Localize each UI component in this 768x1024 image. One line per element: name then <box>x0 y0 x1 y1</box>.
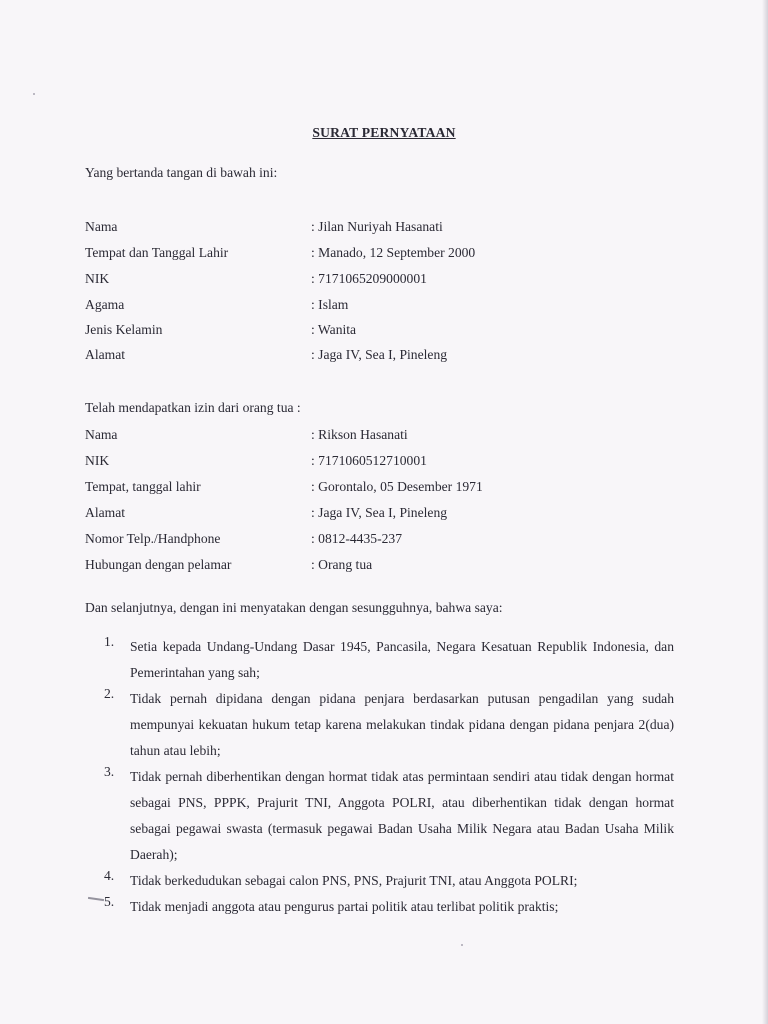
parent-field-birth <box>85 479 685 499</box>
statement-intro-text: Dan selanjutnya, dengan ini menyatakan dengan sesungguhnya, bahwa saya: <box>85 600 503 615</box>
list-text: Tidak pernah diberhentikan dengan hormat tidak atas permintaan sendiri atau tidak dengan hormat sebagai PNS, PPPK, Prajurit TNI, Anggota POLRI, atau diberhentikan tidak dengan hormat sebagai pegawai swasta (termasuk pegawai Badan Usaha Milik Negara atau Badan Usaha Milik Daerah); <box>130 769 674 862</box>
field-value: : Orang tua <box>311 557 373 572</box>
parent-field-relationship <box>85 557 685 577</box>
list-text: Tidak menjadi anggota atau pengurus partai politik atau terlibat politik praktis; <box>130 899 559 914</box>
field-value: : Wanita <box>311 322 357 337</box>
field-value: : Jaga IV, Sea I, Pineleng <box>311 505 448 520</box>
list-text: Tidak pernah dipidana dengan pidana penjara berdasarkan putusan pengadilan yang sudah mempunyai kekuatan hukum tetap karena melakukan tindak pidana dengan pidana penjara 2(dua) tahun atau lebih; <box>130 691 674 758</box>
list-number: 5. <box>104 894 115 909</box>
parent-field-nik <box>85 453 685 473</box>
applicant-field-religion <box>85 297 685 317</box>
field-value: : 7171065209000001 <box>311 271 427 286</box>
field-label: Alamat <box>85 347 126 362</box>
field-label: Hubungan dengan pelamar <box>85 557 232 572</box>
list-number: 1. <box>104 634 115 649</box>
scan-speck <box>461 944 463 946</box>
field-label: Tempat, tanggal lahir <box>85 479 201 494</box>
field-value: : Islam <box>311 297 349 312</box>
list-number: 4. <box>104 868 115 883</box>
field-value: : Rikson Hasanati <box>311 427 408 442</box>
pen-mark <box>88 897 104 901</box>
applicant-field-nik <box>85 271 685 291</box>
list-text: Setia kepada Undang-Undang Dasar 1945, Pancasila, Negara Kesatuan Republik Indonesia, dan Pemerintahan yang sah; <box>130 639 674 680</box>
field-value: : 7171060512710001 <box>311 453 427 468</box>
scan-speck <box>33 93 35 95</box>
field-label: Tempat dan Tanggal Lahir <box>85 245 229 260</box>
document-title: SURAT PERNYATAAN <box>312 125 456 140</box>
intro-text: Yang bertanda tangan di bawah ini: <box>85 165 278 180</box>
field-label: NIK <box>85 271 110 286</box>
field-label: Agama <box>85 297 125 312</box>
list-text: Tidak berkedudukan sebagai calon PNS, PNS, Prajurit TNI, atau Anggota POLRI; <box>130 873 578 888</box>
field-label: Alamat <box>85 505 126 520</box>
field-value: : Jaga IV, Sea I, Pineleng <box>311 347 448 362</box>
parent-intro-text: Telah mendapatkan izin dari orang tua : <box>85 400 301 415</box>
list-number: 2. <box>104 686 115 701</box>
field-label: Jenis Kelamin <box>85 322 163 337</box>
parent-field-name <box>85 427 685 447</box>
list-number: 3. <box>104 764 115 779</box>
applicant-field-birth <box>85 245 685 265</box>
field-label: Nama <box>85 219 118 234</box>
field-value: : Manado, 12 September 2000 <box>311 245 476 260</box>
applicant-field-gender <box>85 322 685 342</box>
applicant-field-name <box>85 219 685 239</box>
field-label: Nomor Telp./Handphone <box>85 531 221 546</box>
applicant-field-address <box>85 347 685 367</box>
parent-field-phone <box>85 531 685 551</box>
field-label: NIK <box>85 453 110 468</box>
scan-edge-shadow <box>762 0 768 1024</box>
field-label: Nama <box>85 427 118 442</box>
field-value: : 0812-4435-237 <box>311 531 402 546</box>
field-value: : Gorontalo, 05 Desember 1971 <box>311 479 483 494</box>
field-value: : Jilan Nuriyah Hasanati <box>311 219 443 234</box>
parent-field-address <box>85 505 685 525</box>
